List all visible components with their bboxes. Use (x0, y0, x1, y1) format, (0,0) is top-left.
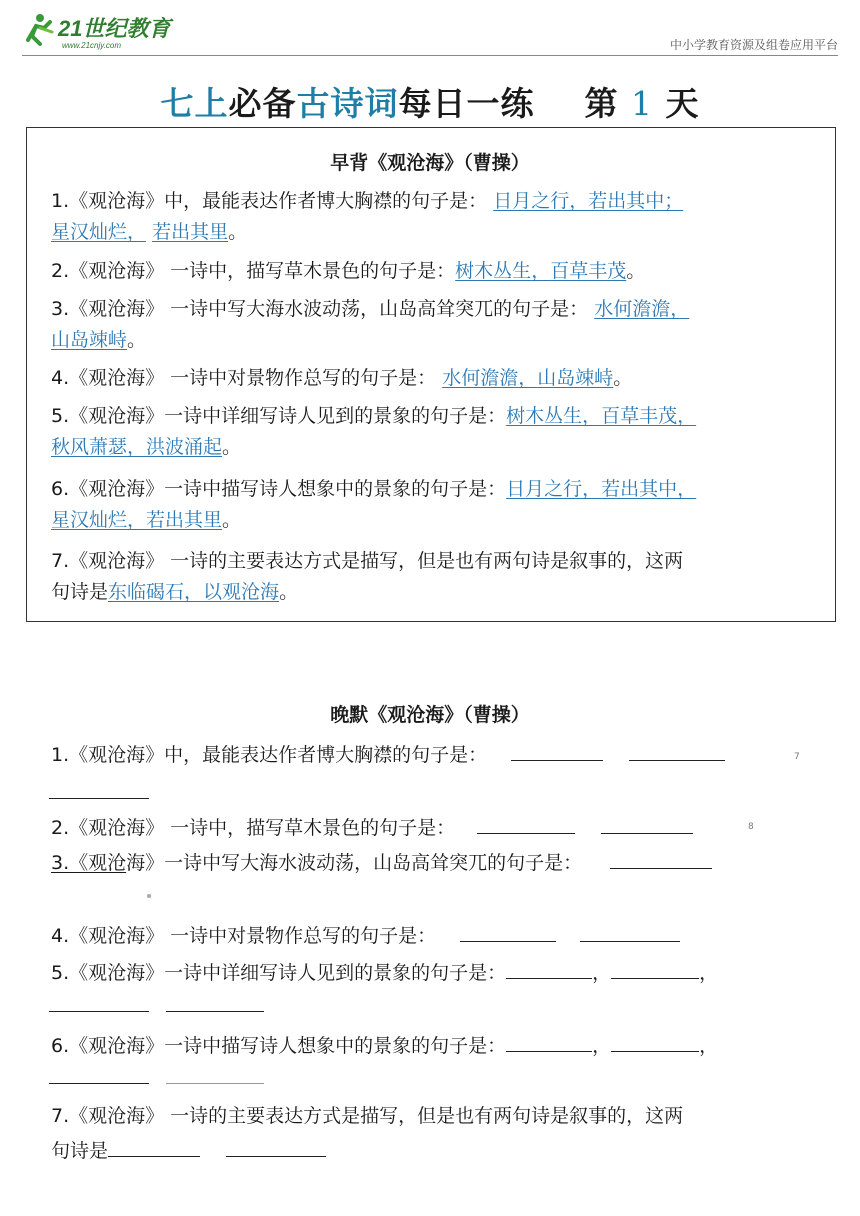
answer-blank[interactable] (477, 832, 575, 834)
question-text: 6.《观沧海》一诗中描写诗人想象中的景象的句子是： (51, 1035, 507, 1057)
title-part: 古诗词 (296, 84, 399, 123)
morning-q6-line2 (51, 505, 241, 532)
punct: 。 (613, 367, 633, 389)
answer-blank[interactable] (506, 977, 592, 979)
answer-blank[interactable] (108, 1155, 200, 1157)
question-text: 1.《观沧海》中，最能表达作者博大胸襟的句子是： (51, 190, 488, 212)
answer: 日月之行，若出其中； (493, 190, 684, 212)
runner-icon (28, 14, 52, 44)
morning-q1-line1 (51, 186, 683, 213)
stray-dot (147, 894, 151, 898)
answer-blank[interactable] (49, 797, 149, 799)
punct: ， (518, 367, 538, 389)
answer: 百草丰茂 (550, 260, 627, 282)
punct: ， (592, 1035, 612, 1057)
answer-blank[interactable] (511, 759, 603, 761)
answer-blank[interactable] (610, 867, 712, 869)
page-mark: 8 (748, 822, 754, 832)
answer: 秋风萧瑟 (51, 436, 128, 458)
punct: ， (184, 581, 204, 603)
answer: 树木丛生 (455, 260, 532, 282)
answer: 树木丛生，百草丰茂， (506, 405, 697, 427)
question-text: 3.《观沧海》 一诗中写大海水波动荡，山岛高耸突兀的句子是： (51, 298, 589, 320)
punct: 。 (222, 436, 242, 458)
answer-blank[interactable] (166, 1010, 264, 1012)
answer-blank[interactable] (49, 1082, 149, 1084)
morning-q2 (51, 256, 645, 283)
punct: 。 (222, 509, 242, 531)
morning-q7-line1: 7.《观沧海》 一诗的主要表达方式是描写，但是也有两句诗是叙事的，这两 (51, 550, 684, 572)
question-text: 1.《观沧海》中，最能表达作者博大胸襟的句子是： (51, 744, 488, 766)
question-text: 6.《观沧海》一诗中描写诗人想象中的景象的句子是： (51, 478, 507, 500)
question-text: 句诗是 (51, 1140, 109, 1162)
title-part: 第 (584, 84, 619, 123)
question-text: 3.《观沧 (51, 852, 127, 874)
morning-q5-line1 (51, 401, 696, 428)
header-divider (22, 55, 838, 56)
answer-blank[interactable] (460, 940, 556, 942)
answer: 水何澹澹， (594, 298, 690, 320)
evening-q3 (51, 848, 712, 875)
question-text: 4.《观沧海》 一诗中对景物作总写的句子是： (51, 367, 437, 389)
morning-q5-line2 (51, 432, 241, 459)
punct: 。 (626, 260, 646, 282)
title-part: 每日一练 (398, 84, 535, 123)
question-text: 句诗是 (51, 581, 109, 603)
logo-text: 21世纪教育 (58, 16, 171, 41)
punct: ， (699, 1035, 719, 1057)
evening-q5-line1 (51, 958, 718, 985)
evening-title: 晚默《观沧海》（曹操） (330, 704, 530, 726)
punct: ， (592, 962, 612, 984)
answer: 以观沧海 (203, 581, 280, 603)
answer: 水何澹澹 (442, 367, 519, 389)
morning-title: 早背《观沧海》（曹操） (330, 152, 530, 174)
answer: 东临碣石 (108, 581, 185, 603)
answer: 若出其里 (152, 221, 229, 243)
platform-name: 中小学教育资源及组卷应用平台 (669, 38, 838, 52)
answer-blank[interactable] (611, 977, 699, 979)
evening-q4 (51, 921, 680, 948)
question-text: 5.《观沧海》一诗中详细写诗人见到的景象的句子是： (51, 405, 507, 427)
morning-q3-line1 (51, 294, 689, 321)
punct: ， (582, 478, 602, 500)
answer-blank[interactable] (506, 1050, 592, 1052)
answer-blank[interactable] (629, 759, 725, 761)
question-text: 4.《观沧海》 一诗中对景物作总写的句子是： (51, 925, 437, 947)
answer-blank[interactable] (580, 940, 680, 942)
answer: 星汉灿烂 (51, 509, 128, 531)
evening-q1-line1 (51, 740, 725, 767)
answer: 山岛竦峙 (51, 329, 128, 351)
answer: 若出其里 (146, 509, 223, 531)
evening-q7-line2 (51, 1136, 326, 1163)
answer: 日月之行 (506, 478, 583, 500)
answer: 星汉灿烂， (51, 221, 147, 243)
page-title (0, 78, 860, 125)
answer-blank[interactable] (611, 1050, 699, 1052)
title-part: 天 (665, 84, 700, 123)
page-header (22, 10, 838, 56)
morning-q7-line2 (51, 577, 298, 604)
answer-blank[interactable] (601, 832, 693, 834)
evening-q6-line1 (51, 1031, 718, 1058)
morning-q6-line1 (51, 474, 696, 501)
question-text: 2.《观沧海》 一诗中，描写草木景色的句子是： (51, 260, 456, 282)
punct: 。 (228, 221, 248, 243)
answer-blank[interactable] (166, 1082, 264, 1084)
morning-q1-line2 (51, 217, 247, 244)
title-part: 必备 (228, 84, 297, 123)
answer-blank[interactable] (226, 1155, 326, 1157)
evening-q7-line1: 7.《观沧海》 一诗的主要表达方式是描写，但是也有两句诗是叙事的，这两 (51, 1105, 684, 1127)
day-number: 1 (631, 84, 653, 123)
answer-blank[interactable] (49, 1010, 149, 1012)
title-part: 七上 (160, 84, 229, 123)
punct: ， (127, 436, 147, 458)
question-text: 海》一诗中写大海水波动荡，山岛高耸突兀的句子是： (126, 852, 583, 874)
punct: 。 (279, 581, 299, 603)
page-mark: 7 (794, 752, 800, 762)
punct: ， (699, 962, 719, 984)
answer: 山岛竦峙 (537, 367, 614, 389)
question-text: 2.《观沧海》 一诗中，描写草木景色的句子是： (51, 817, 456, 839)
logo-url: www.21cnjy.com (62, 41, 121, 50)
logo (22, 10, 192, 52)
punct: ， (127, 509, 147, 531)
morning-q3-line2 (51, 325, 146, 352)
morning-q4 (51, 363, 632, 390)
evening-q2 (51, 813, 693, 840)
answer: 洪波涌起 (146, 436, 223, 458)
punct: ， (531, 260, 551, 282)
punct: 。 (127, 329, 147, 351)
question-text: 5.《观沧海》一诗中详细写诗人见到的景象的句子是： (51, 962, 507, 984)
answer: 若出其中， (601, 478, 697, 500)
